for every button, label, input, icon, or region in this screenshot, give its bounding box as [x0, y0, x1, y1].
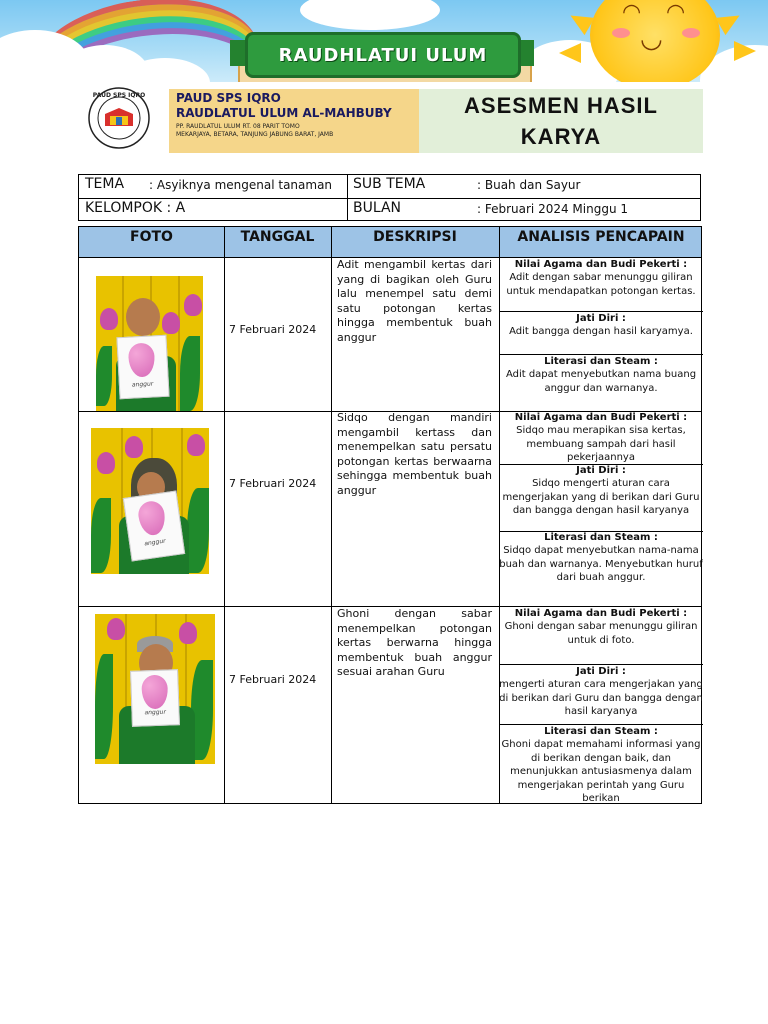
sun-illustration: ◠ ◠ ◡	[590, 0, 720, 82]
analysis-text: mengerti aturan cara mengerjakan yang di berikan dari Guru dan bangga dengan hasil karyanya	[499, 679, 703, 718]
analysis-literasi	[499, 725, 703, 805]
photo-caption: anggur	[144, 708, 166, 717]
analysis-heading: Jati Diri :	[576, 465, 626, 476]
analysis-agama	[499, 258, 703, 298]
analysis-jati-diri	[499, 665, 703, 719]
row-description: Adit mengambil kertas dari yang di bagikan oleh Guru lalu menempel satu demi satu potongan kertas hingga membentuk buah anggur	[337, 258, 492, 344]
analysis-heading: Nilai Agama dan Budi Pekerti :	[514, 412, 688, 423]
kelompok-label: KELOMPOK : A	[85, 200, 186, 216]
header-foto: FOTO	[130, 229, 173, 245]
analysis-heading: Literasi dan Steam :	[544, 726, 658, 737]
header-tanggal: TANGGAL	[240, 229, 315, 245]
row-description: Ghoni dengan sabar menempelkan potongan kertas berwarna hingga membentuk buah anggur sesuai arahan Guru	[337, 607, 492, 678]
tema-label: TEMA	[85, 176, 125, 192]
info-table	[78, 174, 701, 221]
row-date: 7 Februari 2024	[229, 477, 317, 490]
row-description: Sidqo dengan mandiri mengambil kertass dan menempelkan satu persatu potongan kertas berwaarna sehingga membentuk buah anggur	[337, 411, 492, 497]
photo-caption: anggur	[143, 537, 167, 548]
school-address-line-2: MEKARJAYA, BETARA, TANJUNG JABUNG BARAT, JAMB	[176, 131, 334, 138]
analysis-jati-diri	[499, 464, 703, 518]
analysis-heading: Nilai Agama dan Budi Pekerti :	[514, 608, 688, 619]
analysis-heading: Nilai Agama dan Budi Pekerti :	[514, 259, 688, 270]
analysis-text: Adit dapat menyebutkan nama buang anggur dan warnanya.	[505, 369, 697, 394]
school-address-line-1: PP. RAUDLATUL ULUM RT. 08 PARIT TOMO	[176, 123, 300, 130]
subtema-value: : Buah dan Sayur	[477, 178, 581, 192]
student-photo	[95, 614, 215, 764]
student-photo	[96, 276, 203, 411]
subtema-label: SUB TEMA	[353, 176, 426, 192]
banner-ribbon	[245, 32, 521, 78]
analysis-text: Adit bangga dengan hasil karyamya.	[509, 326, 693, 338]
document-title-line-1: ASESMEN HASIL	[464, 93, 658, 118]
svg-text:PAUD SPS IQRO: PAUD SPS IQRO	[92, 92, 146, 99]
analysis-jati-diri	[499, 312, 703, 339]
school-info-box	[169, 89, 419, 153]
school-name-line-2: RAUDLATUL ULUM AL-MAHBUBY	[176, 106, 392, 120]
header-analisis: ANALISIS PENCAPAIN	[517, 229, 685, 245]
header-deskripsi: DESKRIPSI	[373, 229, 457, 245]
bulan-label: BULAN	[353, 200, 402, 216]
analysis-agama	[499, 411, 703, 465]
analysis-heading: Jati Diri :	[576, 666, 626, 677]
school-logo	[80, 86, 158, 150]
analysis-text: Sidqo mengerti aturan cara mengerjakan yang di berikan dari Guru dan bangga dengan hasil karyanya	[502, 478, 700, 517]
school-name-line-1: PAUD SPS IQRO	[176, 91, 281, 105]
document-title-line-2: KARYA	[520, 124, 602, 149]
analysis-literasi	[499, 531, 703, 585]
document-title-box	[419, 89, 703, 153]
photo-caption: anggur	[131, 380, 154, 389]
student-photo	[91, 428, 209, 574]
analysis-text: Adit dengan sabar menunggu giliran untuk mendapatkan potongan kertas.	[506, 272, 696, 297]
analysis-text: Ghoni dengan sabar menunggu giliran untuk di foto.	[504, 621, 698, 646]
analysis-heading: Literasi dan Steam :	[544, 532, 658, 543]
row-date: 7 Februari 2024	[229, 323, 317, 336]
cloud-illustration	[300, 0, 440, 30]
header-banner	[0, 0, 768, 82]
analysis-literasi	[499, 355, 703, 395]
row-date: 7 Februari 2024	[229, 673, 317, 686]
tema-value: : Asyiknya mengenal tanaman	[149, 178, 333, 192]
analysis-heading: Literasi dan Steam :	[544, 356, 658, 367]
analysis-heading: Jati Diri :	[576, 313, 626, 324]
analysis-text: Sidqo dapat menyebutkan nama-nama buah dan warnanya. Menyebutkan huruf dari buah anggur.	[499, 545, 703, 584]
table-header	[79, 227, 701, 258]
analysis-text: Ghoni dapat memahami informasi yang di berikan dengan baik, dan menunjukkan antusiasmenya dalam mengerjakan perintah yang Guru berikan	[501, 739, 701, 805]
analysis-text: Sidqo mau merapikan sisa kertas, membuang sampah dari hasil pekerjaannya	[516, 425, 686, 464]
analysis-agama	[499, 607, 703, 647]
bulan-value: : Februari 2024 Minggu 1	[477, 202, 629, 216]
banner-ribbon-text: RAUDHLATUI ULUM	[278, 44, 488, 66]
assessment-table	[78, 226, 702, 804]
